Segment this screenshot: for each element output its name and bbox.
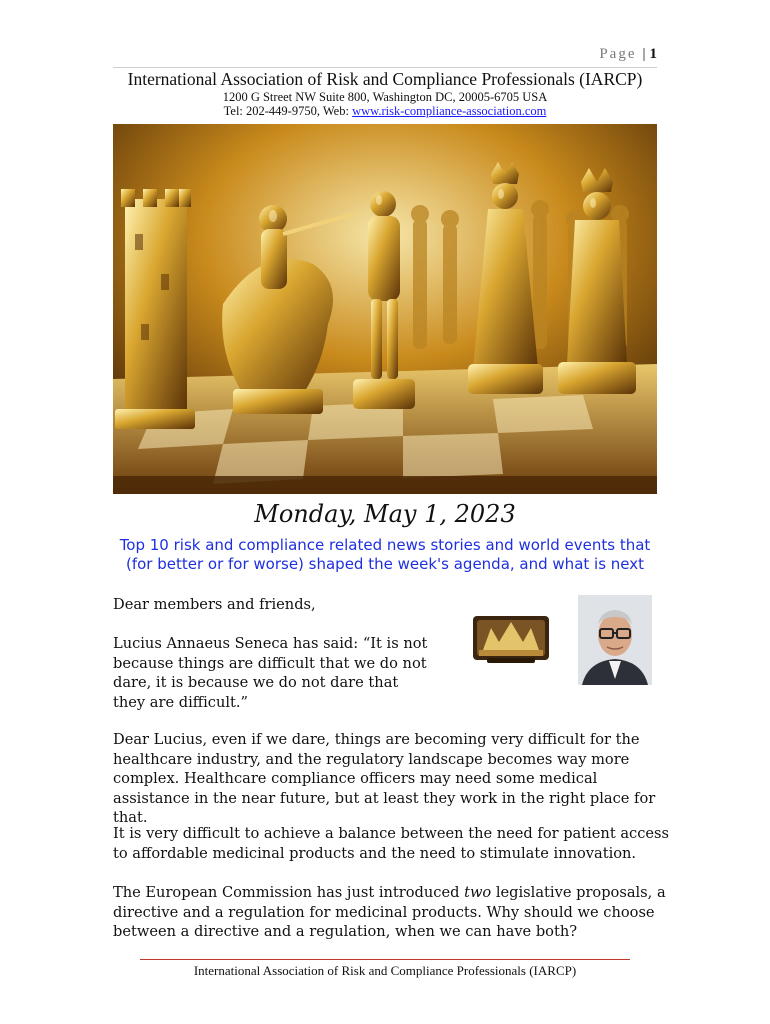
paragraph-3 bbox=[113, 883, 673, 942]
issue-date: Monday, May 1, 2023 bbox=[254, 500, 516, 528]
hero-chess-image bbox=[113, 124, 657, 494]
paragraph-3-start: The European Commission has just introduced bbox=[113, 884, 465, 901]
newsletter-subtitle: Top 10 risk and compliance related news stories and world events that (for better or for worse) shaped the week's agenda, and what is next bbox=[119, 536, 651, 573]
org-address: 1200 G Street NW Suite 800, Washington DC, 20005-6705 USA bbox=[222, 90, 548, 104]
footer-text: International Association of Risk and Compliance Professionals (IARCP) bbox=[193, 963, 577, 978]
paragraph-3-end: legislative proposals, a directive and a regulation for medicinal products. Why should we choose between a directive and a regulation, when we can have both? bbox=[113, 884, 666, 940]
page-label: Page bbox=[599, 46, 637, 62]
org-title: International Association of Risk and Compliance Professionals (IARCP) bbox=[127, 69, 643, 89]
greeting: Dear members and friends, bbox=[113, 596, 316, 613]
website-link[interactable]: www.risk-compliance-association.com bbox=[352, 104, 547, 118]
tel-text: Tel: 202-449-9750, Web: bbox=[223, 104, 353, 118]
paragraph-1: Dear Lucius, even if we dare, things are becoming very difficult for the healthcare industry, and the regulatory landscape becomes way more complex. Healthcare compliance officers may need some medical assistance in the near future, but at least they work in the right place for that. bbox=[113, 731, 656, 826]
page-separator: | bbox=[642, 46, 646, 62]
page-number bbox=[599, 46, 657, 63]
paragraph-2: It is very difficult to achieve a balance between the need for patient access to affordable medicinal products and the need to stimulate innovation. bbox=[113, 825, 669, 862]
seneca-quote: Lucius Annaeus Seneca has said: “It is not because things are difficult that we do not dare, it is because we do not dare that they are difficult.” bbox=[113, 635, 428, 711]
iarcp-logo bbox=[469, 610, 553, 666]
author-portrait bbox=[578, 595, 652, 685]
paragraph-3-emphasis: two bbox=[464, 884, 492, 901]
footer-rule bbox=[140, 959, 630, 960]
header-rule bbox=[113, 67, 657, 68]
org-contact bbox=[100, 104, 670, 119]
page-number-value: 1 bbox=[649, 46, 657, 62]
